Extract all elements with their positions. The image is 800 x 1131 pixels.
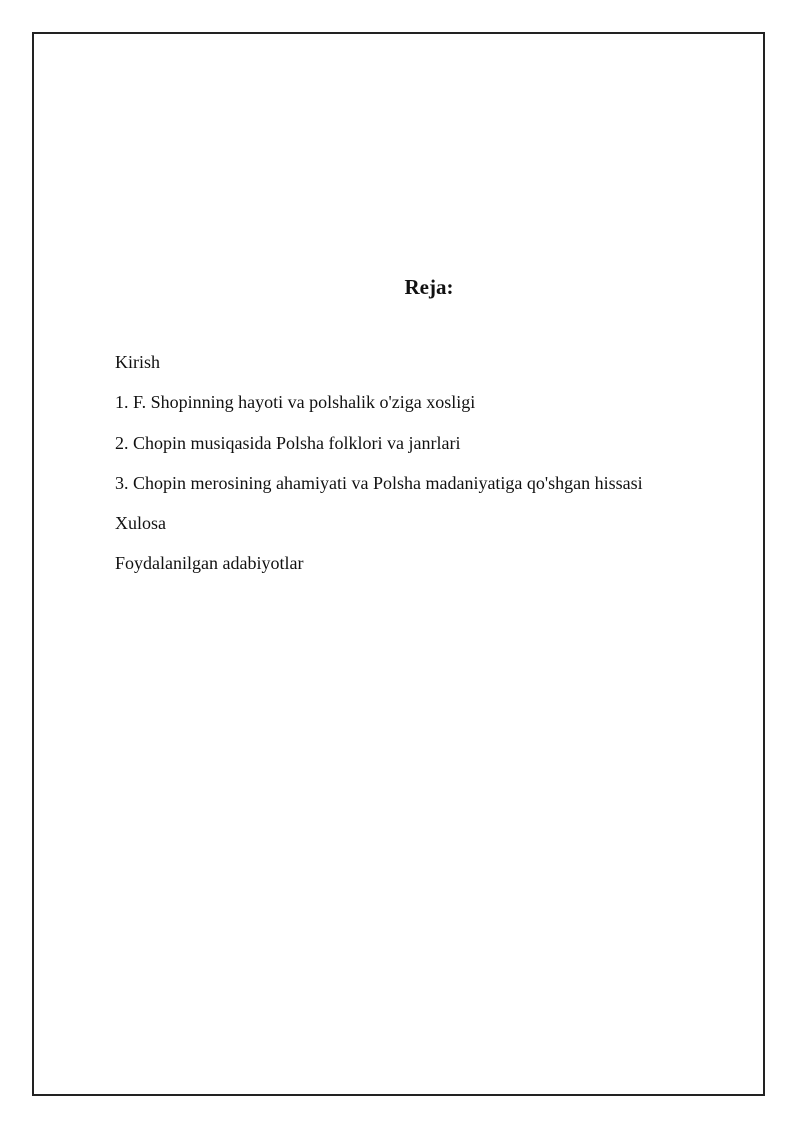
plan-item-conclusion: Xulosa <box>115 513 166 534</box>
plan-item-1: 1. F. Shopinning hayoti va polshalik o'ziga xosligi <box>115 392 476 413</box>
page-title: Reja: <box>404 275 454 299</box>
plan-list <box>115 348 643 590</box>
plan-item-2: 2. Chopin musiqasida Polsha folklori va janrlari <box>115 432 461 453</box>
plan-item-3: 3. Chopin merosining ahamiyati va Polsha madaniyatiga qo'shgan hissasi <box>115 472 643 493</box>
plan-item-introduction: Kirish <box>115 352 160 372</box>
plan-item-references: Foydalanilgan adabiyotlar <box>115 553 304 574</box>
